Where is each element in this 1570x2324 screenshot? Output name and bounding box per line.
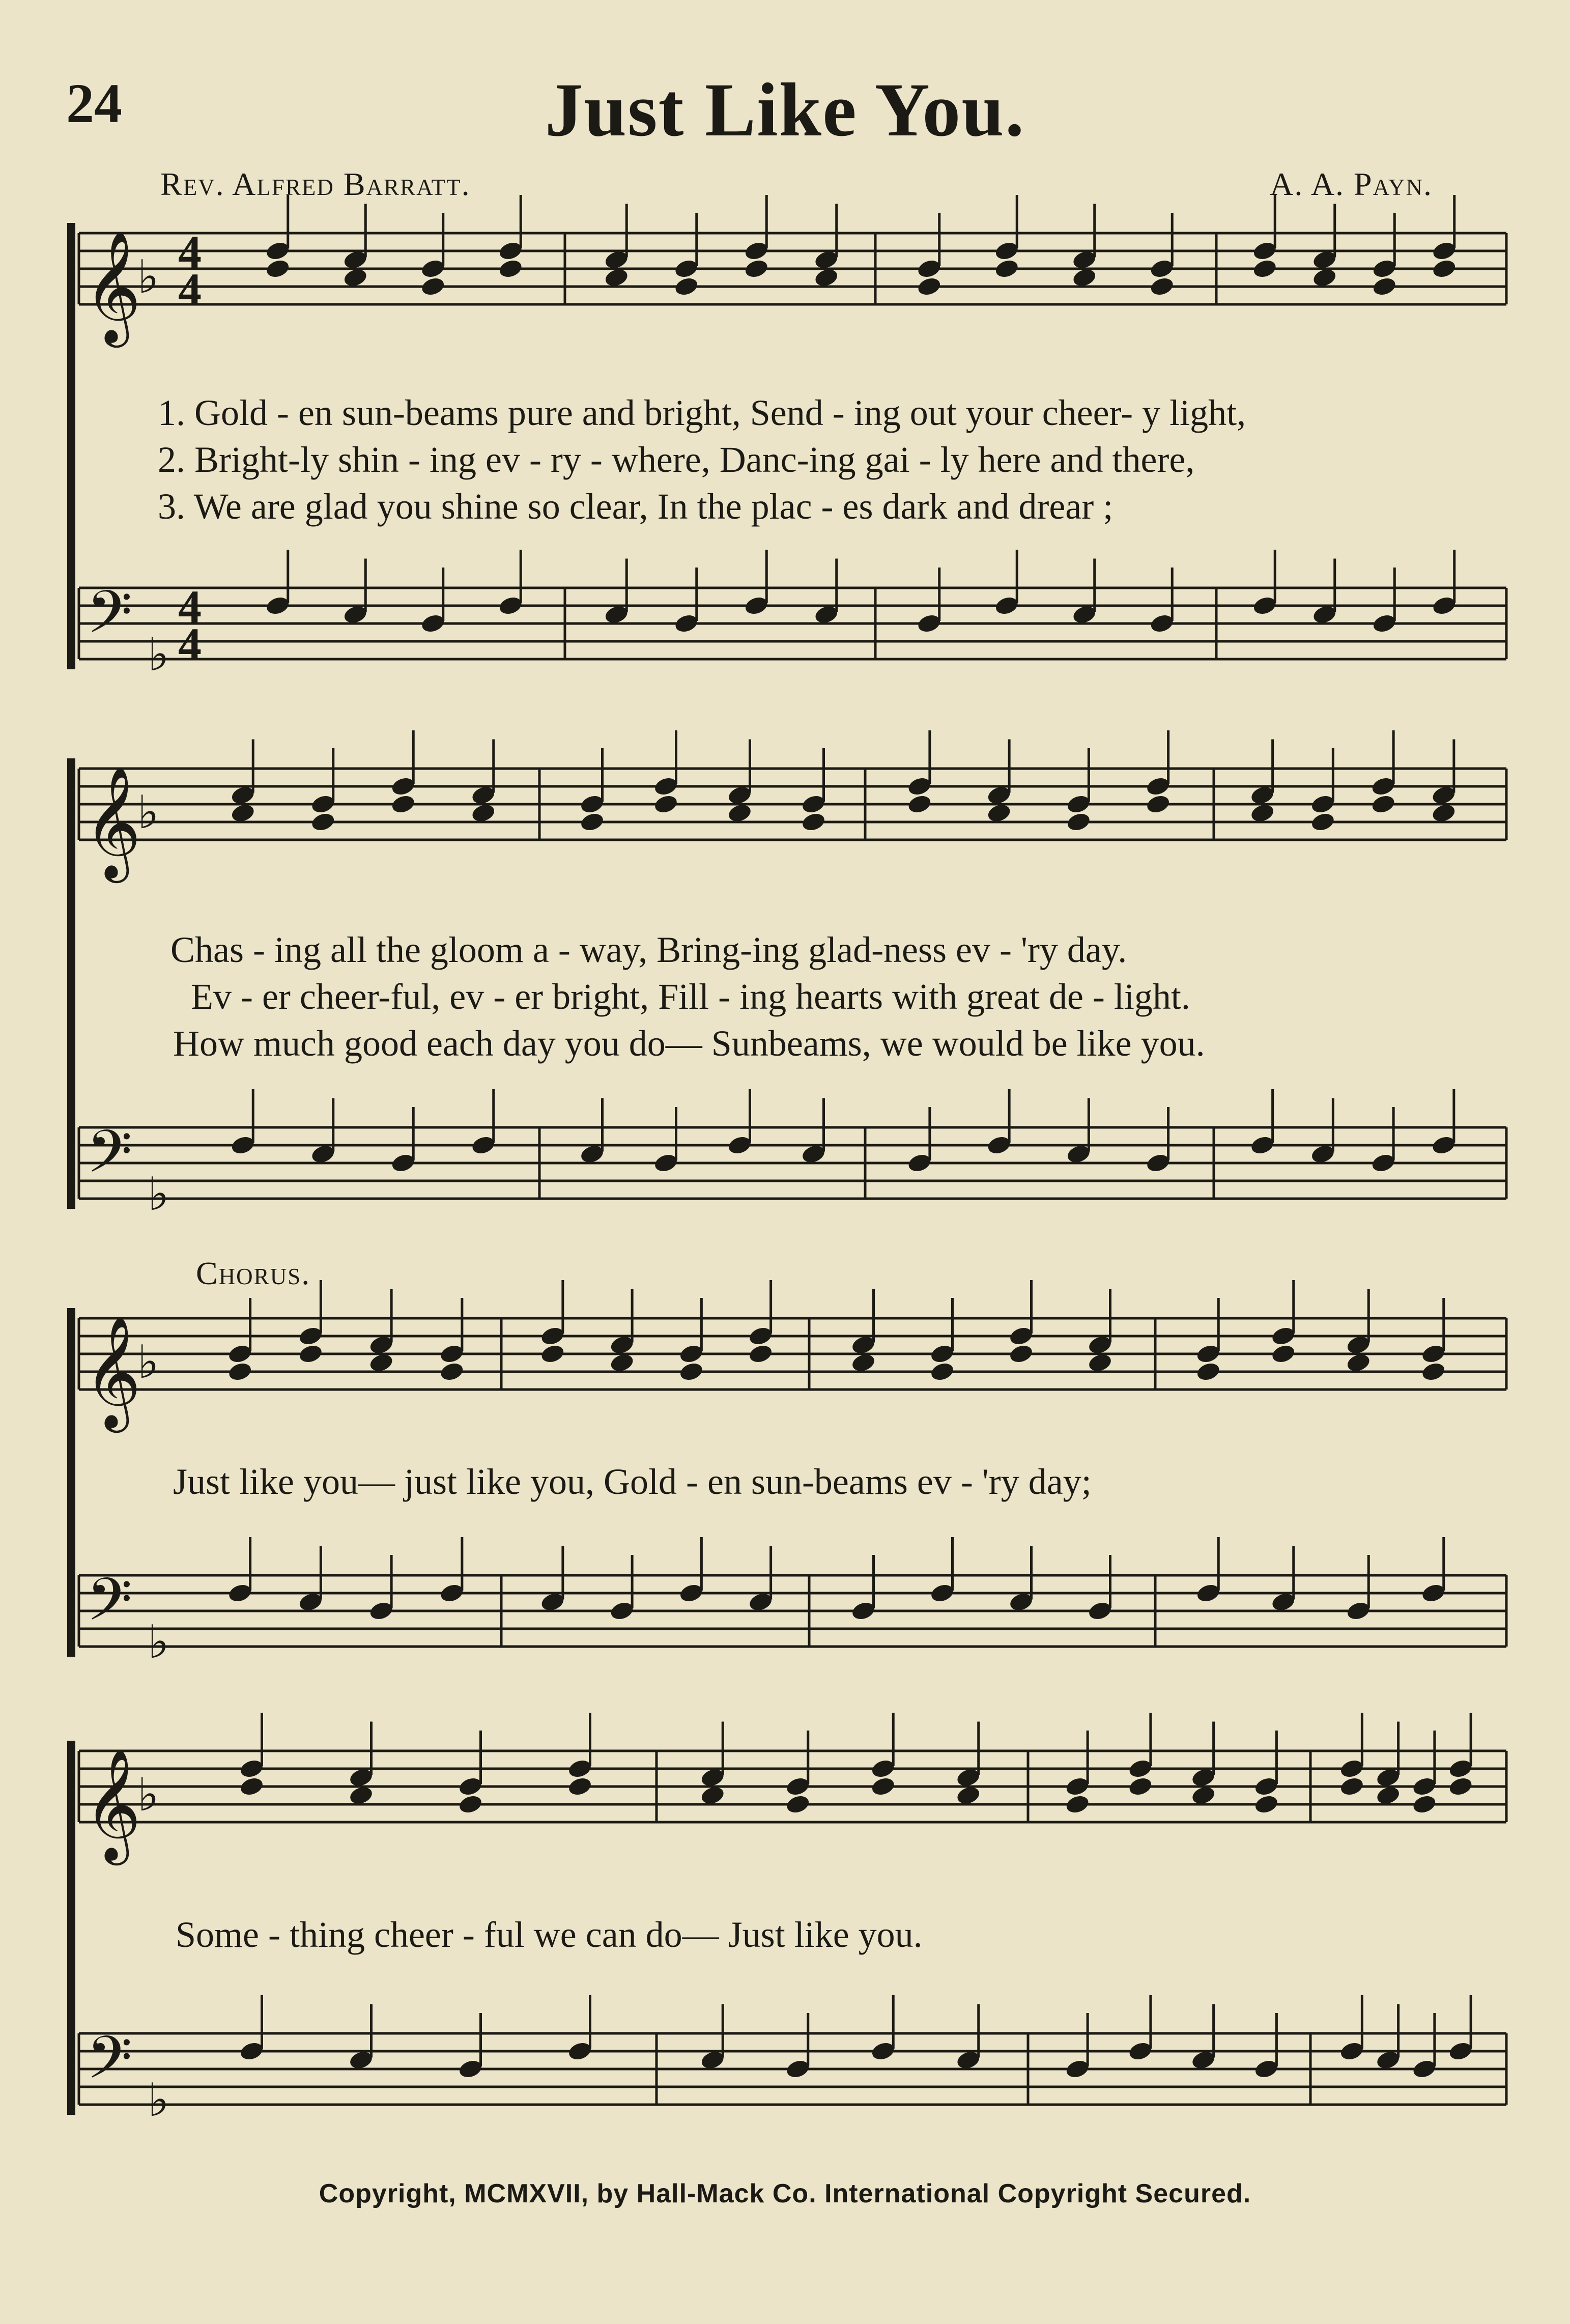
note-head	[579, 811, 606, 833]
note-head	[1251, 258, 1278, 279]
flat-sign-icon: ♭	[148, 2074, 169, 2127]
verse-second-line-2: Ev - er cheer-ful, ev - er bright, Fill - ing hearts with great de - light.	[191, 976, 1190, 1017]
note-head	[439, 1361, 465, 1382]
time-signature-bottom: 4	[178, 618, 202, 670]
verse-second-line-1: Chas - ing all the gloom a - way, Bring-ing glad-ness ev - 'ry day.	[170, 929, 1127, 970]
note-head	[678, 1361, 705, 1382]
chorus-line-1: Just like you— just like you, Gold - en sun-beams ev - 'ry day;	[173, 1461, 1092, 1502]
note-head	[539, 1343, 566, 1365]
note-head	[1127, 1775, 1154, 1797]
note-head	[227, 1361, 253, 1382]
note-head	[310, 811, 336, 833]
note-head	[1145, 793, 1172, 815]
note-head	[870, 1775, 896, 1797]
note-head	[748, 1343, 774, 1365]
verse-line-3: 3. We are glad you shine so clear, In the plac - es dark and drear ;	[158, 486, 1114, 527]
copyright-notice: Copyright, MCMXVII, by Hall-Mack Co. International Copyright Secured.	[319, 2179, 1251, 2208]
treble-clef-icon: 𝄞	[84, 1315, 141, 1428]
note-head	[1431, 258, 1458, 279]
chorus-label: Chorus.	[196, 1255, 311, 1291]
note-head	[1066, 811, 1092, 833]
note-head	[673, 275, 700, 297]
flat-sign-icon: ♭	[148, 1168, 169, 1221]
note-head	[653, 793, 679, 815]
note-head	[1270, 1343, 1297, 1365]
note-head	[458, 1793, 484, 1815]
note-head	[929, 1361, 956, 1382]
song-title: Just Like You.	[545, 68, 1025, 152]
note-head	[567, 1775, 593, 1797]
flat-sign-icon: ♭	[137, 786, 159, 839]
note-head	[906, 793, 933, 815]
page-number: 24	[66, 72, 122, 134]
bass-clef-icon: 𝄢	[87, 1566, 133, 1649]
note-head	[1420, 1361, 1447, 1382]
note-head	[916, 275, 943, 297]
time-signature-top: 4	[178, 581, 202, 633]
time-signature-bottom: 4	[178, 264, 202, 316]
note-head	[239, 1775, 265, 1797]
flat-sign-icon: ♭	[137, 1768, 159, 1822]
lyricist-credit: Rev. Alfred Barratt.	[160, 166, 471, 202]
note-head	[497, 258, 524, 279]
composer-credit: A. A. Payn.	[1270, 166, 1433, 202]
flat-sign-icon: ♭	[148, 1616, 169, 1669]
note-head	[1149, 275, 1175, 297]
bass-clef-icon: 𝄢	[87, 578, 133, 661]
note-head	[785, 1793, 811, 1815]
verse-line-2: 2. Bright-ly shin - ing ev - ry - where, Danc-ing gai - ly here and there,	[158, 439, 1195, 480]
note-head	[1371, 275, 1397, 297]
treble-clef-icon: 𝄞	[84, 1748, 141, 1860]
note-head	[1064, 1793, 1091, 1815]
note-head	[1195, 1361, 1221, 1382]
note-head	[993, 258, 1020, 279]
verse-second-line-3: How much good each day you do— Sunbeams, we would be like you.	[173, 1023, 1205, 1064]
note-head	[1253, 1793, 1280, 1815]
flat-sign-icon: ♭	[148, 628, 169, 682]
flat-sign-icon: ♭	[137, 1336, 159, 1389]
note-head	[1411, 1793, 1438, 1815]
flat-sign-icon: ♭	[137, 250, 159, 304]
note-head	[801, 811, 827, 833]
treble-clef-icon: 𝄞	[84, 766, 141, 878]
bass-clef-icon: 𝄢	[87, 2024, 133, 2107]
note-head	[1370, 793, 1396, 815]
note-head	[1339, 1775, 1365, 1797]
note-head	[390, 793, 416, 815]
note-head	[743, 258, 769, 279]
note-head	[298, 1343, 324, 1365]
note-head	[265, 258, 291, 279]
treble-clef-icon: 𝄞	[84, 230, 141, 343]
time-signature-top: 4	[178, 226, 202, 278]
note-head	[1310, 811, 1336, 833]
note-head	[1447, 1775, 1474, 1797]
chorus-line-2: Some - thing cheer - ful we can do— Just like you.	[176, 1914, 923, 1955]
note-head	[420, 275, 446, 297]
note-head	[1008, 1343, 1035, 1365]
bass-clef-icon: 𝄢	[87, 1118, 133, 1201]
verse-line-1: 1. Gold - en sun-beams pure and bright, Send - ing out your cheer- y light,	[158, 392, 1246, 433]
